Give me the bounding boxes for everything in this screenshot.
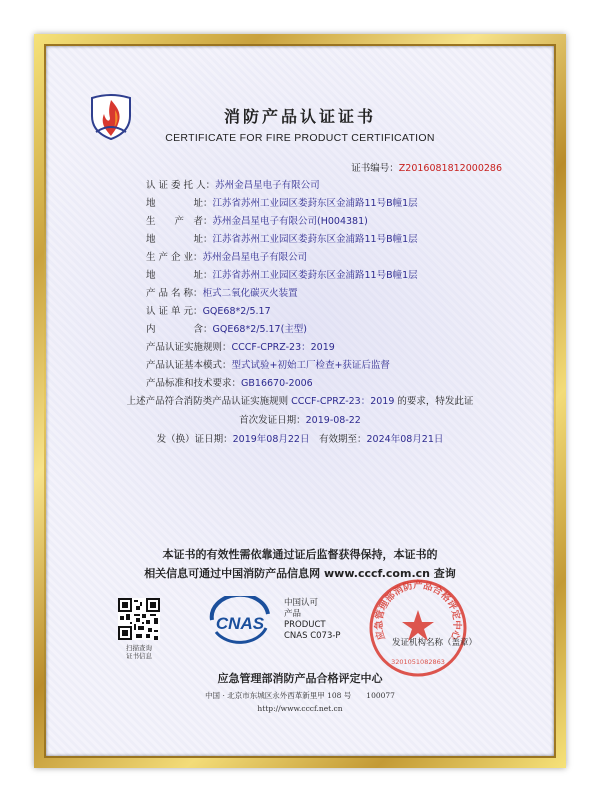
certificate-paper [46, 46, 554, 756]
validity-note-line1: 本证书的有效性需依靠通过证后监督获得保持，本证书的 [162, 548, 438, 561]
cnas-accreditation-text: 中国认可 产品 PRODUCT CNAS C073-P [284, 598, 341, 641]
field-row: 产品标准和技术要求：GB16670-2006 [146, 378, 313, 389]
field-row: 产 品 名 称：柜式二氧化碳灭火装置 [146, 288, 298, 299]
organization-website: http://www.cccf.net.cn [257, 704, 343, 713]
official-red-seal-icon [366, 576, 470, 680]
first-issue-date: 首次发证日期：2019-08-22 [239, 415, 361, 426]
issuing-organization: 应急管理部消防产品合格评定中心 [217, 672, 383, 685]
certificate-number [351, 160, 502, 174]
validity-note-line2: 相关信息可通过中国消防产品信息网 www.cccf.com.cn 查询 [144, 567, 456, 580]
field-row: 产品认证基本模式：型式试验+初始工厂检查+获证后监督 [146, 360, 390, 371]
field-row: 生 产 者：苏州金昌星电子有限公司(H004381) [146, 216, 368, 227]
cnas-logo-icon [206, 596, 274, 650]
organization-address: 中国 · 北京市东城区永外西革新里甲 108 号 100077 [205, 691, 395, 700]
field-row: 认 证 委 托 人：苏州金昌星电子有限公司 [146, 180, 320, 191]
qr-code-icon [118, 598, 160, 640]
field-row: 地 址：江苏省苏州工业园区娄葑东区金浦路11号B幢1层 [146, 198, 418, 209]
certificate-number-label: 证书编号： [351, 163, 399, 174]
certificate-subtitle: CERTIFICATE FOR FIRE PRODUCT CERTIFICATION [165, 132, 435, 144]
svg-text:3201051082863: 3201051082863 [391, 658, 445, 666]
compliance-statement: 上述产品符合消防类产品认证实施规则 CCCF-CPRZ-23：2019 的要求，特发此证 [126, 396, 474, 407]
issue-and-expiry-date: 发（换）证日期：2019年08月22日 有效期至：2024年08月21日 [156, 434, 444, 445]
svg-text:CNAS: CNAS [215, 614, 265, 633]
issuer-name-label: 发证机构名称（盖章） [392, 638, 478, 648]
field-row: 认 证 单 元：GQE68*2/5.17 [146, 306, 271, 317]
qr-caption: 扫描查询 证书信息 [126, 644, 152, 660]
field-row: 产品认证实施规则：CCCF-CPRZ-23：2019 [146, 342, 335, 353]
field-row: 地 址：江苏省苏州工业园区娄葑东区金浦路11号B幢1层 [146, 270, 418, 281]
field-row: 生 产 企 业：苏州金昌星电子有限公司 [146, 252, 308, 263]
certificate-title: 消防产品认证证书 [223, 107, 376, 126]
field-row: 地 址：江苏省苏州工业园区娄葑东区金浦路11号B幢1层 [146, 234, 418, 245]
certificate-number-value: Z2016081812000286 [398, 163, 502, 174]
svg-text:应急管理部消防产品合格评定中心: 应急管理部消防产品合格评定中心 [373, 580, 463, 642]
field-row: 内 含：GQE68*2/5.17(主型) [146, 324, 308, 335]
